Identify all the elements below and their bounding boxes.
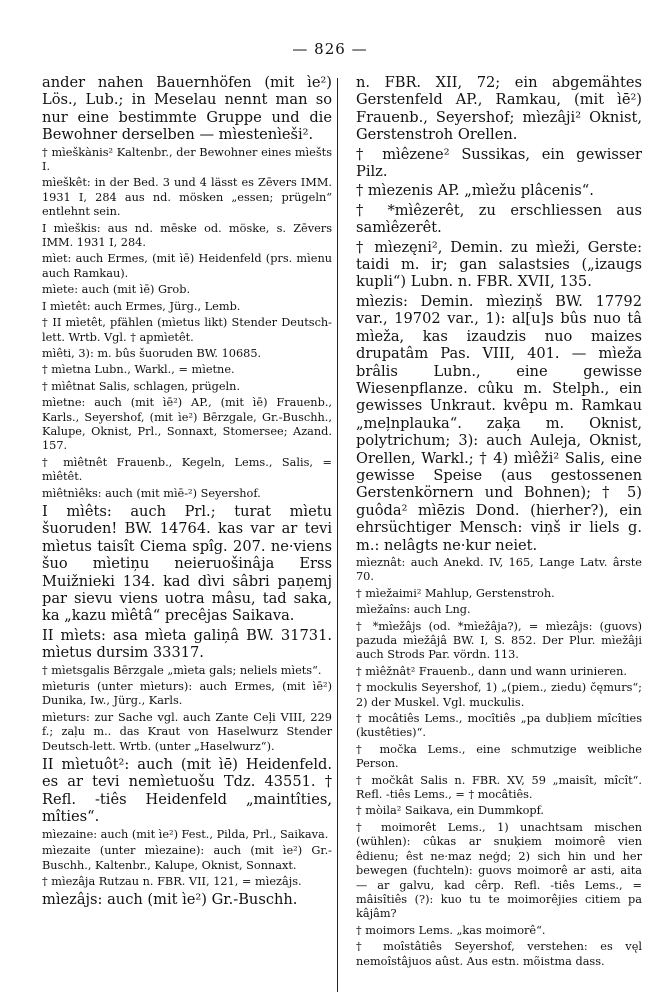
dictionary-entry: I mìêts: auch Prl.; turat mìetu šuoruden! BW. 14764. kas var ar tevi mìetus taisît Ciema spîg. 207. ne·viens šuo mìetiņu neieruošinâja Erss Muižnieki 134. kad dìvi sâbri paņemj par sievu viens uotra mâsu, tad saka, ka „kazu mìêtâ“ precêjas Saikava. xyxy=(42,502,332,625)
dictionary-entry: † mìetsgalis Bērzgale „mìeta gals; neliels mìets“. xyxy=(42,663,322,677)
dictionary-entry: mìêti, 3): m. bûs šuoruden BW. 10685. xyxy=(42,346,262,360)
dictionary-entry: mìet: auch Ermes, (mit ìē) Heidenfeld (prs. mìenu auch Ramkau). xyxy=(42,252,332,280)
dictionary-entry: mìezis: Demin. mìeziņš BW. 17792 var., 19702 var., 1): al[u]s bûs nuo tâ mìeža, kas izaudzis nuo maizes drupatâm Pas. VIII, 401. — mìeža brâlis Lubn., eine gewisse Wiesenpflanze. cûku m. Stelph., ein gewisses Unkraut. kvêpu m. Ramkau „meļnplauka“. zaķa m. Oknist, polytrichum; 3): auch Auleja, Oknist, Orellen, Warkl.; † 4) mìêži² Salis, eine gewisse Speise (aus gestossenen Gerstenkörnern und Bohnen); † 5) guôda² mìēzis Dond. (hierher?), ein ehrsüchtiger Mensch: viņš ir liels g. m.: nelâgts ne·kur neiet. xyxy=(356,292,642,554)
dictionary-entry: mìeturs: zur Sache vgl. auch Zante Ceļi VIII, 229 f.; zaļu m.. das Kraut von Haselwurz Stender Deutsch-lett. Wrtb. (unter „Haselwurz“). xyxy=(42,710,332,753)
right-column xyxy=(344,74,642,971)
dictionary-entry: mìete: auch (mit ìē) Grob. xyxy=(42,283,191,297)
dictionary-entry: mìežaîns: auch Lng. xyxy=(356,603,471,617)
dictionary-entry: II mìetuôt²: auch (mit ìē) Heidenfeld. es ar tevi nemìetuošu Tdz. 43551. † Refl. -tiês Heidenfeld „maintîties, mîties“. xyxy=(42,756,332,826)
dictionary-entry: † mocâtiês Lems., mocîtiês „pa dubļiem mîcîties (kustêties)“. xyxy=(356,712,642,740)
dictionary-entry: I mìeškis: aus nd. mēske od. möske, s. Zēvers IMM. 1931 I, 284. xyxy=(42,221,332,250)
dictionary-entry: † mìêtnat Salis, schlagen, prügeln. xyxy=(42,379,241,393)
dictionary-entry: † močka Lems., eine schmutzige weibliche Person. xyxy=(356,742,642,771)
dictionary-entry: mìetne: auch (mit ìē²) AP., (mit ìē) Frauenb., Karls., Seyershof, (mit ìe²) Bērzgale, Gr.-Buschh., Kalupe, Oknist, Prl., Sonnaxt, Stomersee; Azand. 157. xyxy=(42,396,332,453)
dictionary-entry: II mìets: asa mìeta galiņâ BW. 31731. mìetus dursim 33317. xyxy=(42,626,332,662)
dictionary-entry: † mìêzene² Sussikas, ein gewisser Pilz. xyxy=(356,145,642,181)
dictionary-entry: mìezaine: auch (mit ìe²) Fest., Pilda, Prl., Saikava. xyxy=(42,827,329,841)
dictionary-entry: mìeturis (unter mìeturs): auch Ermes, (mit ìē²) Dunika, Iw., Jürg., Karls. xyxy=(42,680,332,708)
dictionary-entry: † II mìetêt, pfählen (mìetus likt) Stender Deutsch-lett. Wrtb. Vgl. † apmìetêt. xyxy=(42,316,332,344)
dictionary-entry: mìezâjs: auch (mit ìe²) Gr.-Buschh. xyxy=(42,891,298,909)
dictionary-entry: † *mìêzerêt, zu erschliessen aus samìêzerêt. xyxy=(356,201,642,237)
dictionary-entry: mìezaite (unter mìezaine): auch (mit ìe²) Gr.-Buschh., Kaltenbr., Kalupe, Oknist, Sonnaxt. xyxy=(42,844,332,872)
dictionary-entry: † mockulis Seyershof, 1) „(piem., ziedu) čęmurs“; 2) der Muskel. Vgl. muckulis. xyxy=(356,681,642,709)
left-column xyxy=(30,74,332,911)
dictionary-entry: † mòila² Saikava, ein Dummkopf. xyxy=(356,804,544,818)
dictionary-entry: mìêtnìêks: auch (mit mìē-²) Seyershof. xyxy=(42,486,261,500)
dictionary-entry: mìeznât: auch Anekd. IV, 165, Lange Latv. ârste 70. xyxy=(356,555,642,584)
dictionary-entry: † mìezęni², Demin. zu mìeži, Gerste: taidi m. ir; gan salastsies („izaugs kupli“) Lubn. n. FBR. XVII, 135. xyxy=(356,238,642,291)
dictionary-entry: I mìetêt: auch Ermes, Jürg., Lemb. xyxy=(42,299,241,313)
dictionary-entry: † mìezâja Rutzau n. FBR. VII, 121, = mìezâjs. xyxy=(42,874,302,888)
page-number: — 826 — xyxy=(292,40,368,58)
dictionary-entry: † mìezenis AP. „mìežu plâcenis“. xyxy=(356,182,594,200)
column-divider xyxy=(337,78,338,992)
dictionary-entry: mìeškêt: in der Bed. 3 und 4 lässt es Zēvers IMM. 1931 I, 284 aus nd. mösken „essen; prügeln“ entlehnt sein. xyxy=(42,176,332,219)
dictionary-entry: ander nahen Bauernhöfen (mit ìe²) Lös., Lub.; in Meselau nennt man so nur eine bestimmte Gruppe und die Bewohner derselben — mìestenìeši². xyxy=(42,74,332,144)
dictionary-entry: † mìêtnêt Frauenb., Kegeln, Lems., Salis, = mìêtêt. xyxy=(42,455,332,484)
dictionary-entry: † *mìežâjs (od. *mìežâja?), = mìezâjs: (guovs) pazuda mìežâjâ BW. I, S. 852. Der Plur. mìežâji auch Strods Par. vördn. 113. xyxy=(356,619,642,662)
dictionary-entry: † mìetna Lubn., Warkl., = mìetne. xyxy=(42,363,235,377)
dictionary-entry: † moîstâtiês Seyershof, verstehen: es vęl nemoîstâjuos aûst. Aus estn. mõistma dass. xyxy=(356,940,642,968)
dictionary-entry: † mìêžnât² Frauenb., dann und wann urinieren. xyxy=(356,664,627,678)
dictionary-entry: † moimorêt Lems., 1) unachtsam mischen (wühlen): cûkas ar snuķiem moimorê vien êdienu; êst ne·maz neģd; 2) sich hin und her bewegen (fuchteln): guovs moimorê ar asti, aita — ar galvu, kad cêrp. Refl. -tiês Lems., = mâisîtiês (?): kuo tu te moimorêjies citiem pa kâjâm? xyxy=(356,820,642,921)
dictionary-entry: † mìeškànis² Kaltenbr., der Bewohner eines mìešts I. xyxy=(42,145,332,174)
dictionary-entry: n. FBR. XII, 72; ein abgemähtes Gerstenfeld AP., Ramkau, (mit ìē²) Frauenb., Seyershof; mìezâji² Oknist, Gerstenstroh Orellen. xyxy=(356,74,642,144)
dictionary-entry: † mìežaimi² Mahlup, Gerstenstroh. xyxy=(356,586,555,600)
dictionary-entry: † moimors Lems. „kas moimorê“. xyxy=(356,923,546,937)
dictionary-entry: † močkât Salis n. FBR. XV, 59 „maisît, mîcît“. Refl. -tiês Lems., = † mocâtiês. xyxy=(356,773,642,802)
